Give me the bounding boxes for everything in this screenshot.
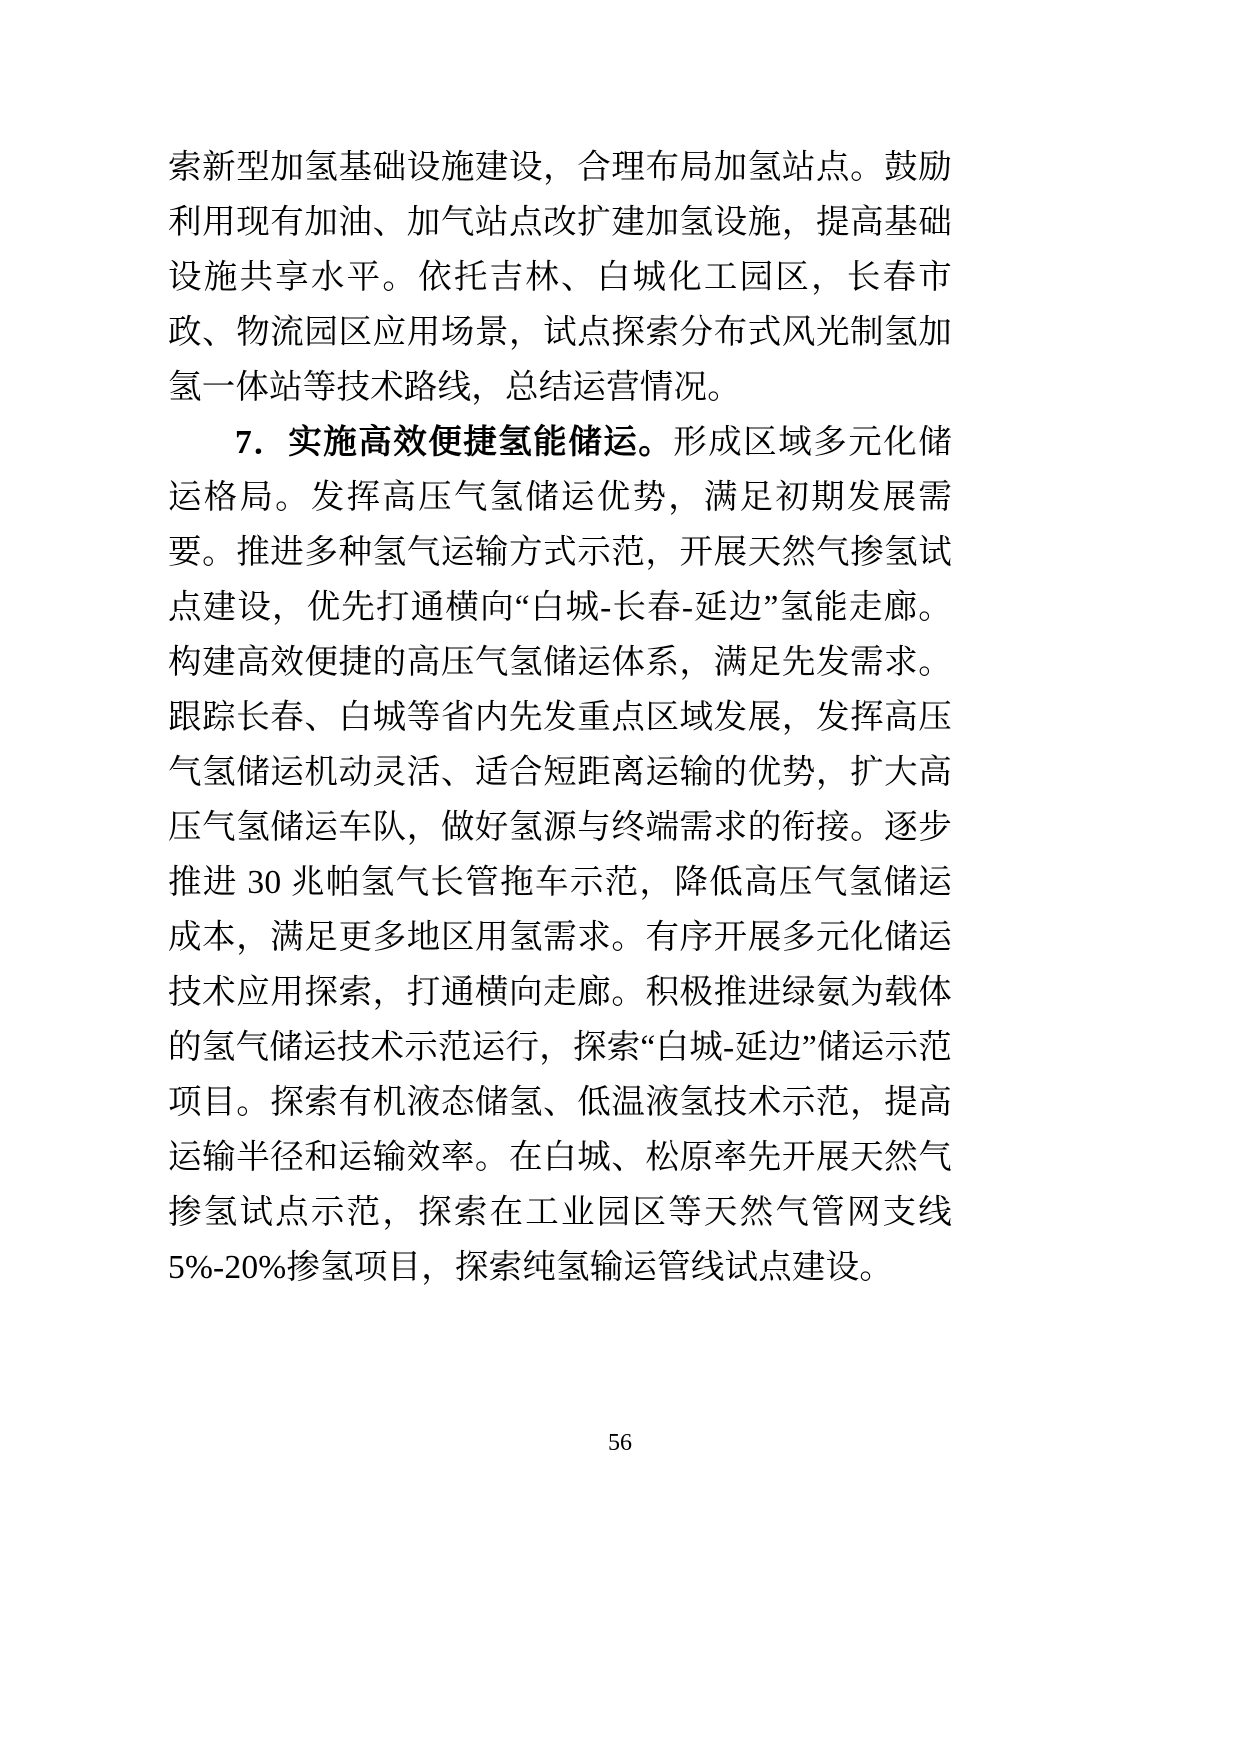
page-number: 56 [608, 1430, 632, 1456]
section-7-heading: 7．实施高效便捷氢能储运。 [235, 424, 674, 461]
section-7-body: 形成区域多元化储运格局。发挥高压气氢储运优势，满足初期发展需要。推进多种氢气运输方式示范，开展天然气掺氢试点建设，优先打通横向“白城-长春-延边”氢能走廊。构建高效便捷的高压气氢储运体系，满足先发需求。跟踪长春、白城等省内先发重点区域发展，发挥高压气氢储运机动灵活、适合短距离运输的优势，扩大高压气氢储运车队，做好氢源与终端需求的衔接。逐步推进 30 兆帕氢气长管拖车示范，降低高压气氢储运成本，满足更多地区用氢需求。有序开展多元化储运技术应用探索，打通横向走廊。积极推进绿氨为载体的氢气储运技术示范运行，探索“白城-延边”储运示范项目。探索有机液态储氢、低温液氢技术示范，提高运输半径和运输效率。在白城、松原率先开展天然气掺氢试点示范，探索在工业园区等天然气管网支线 5%-20%掺氢项目，探索纯氢输运管线试点建设。 [168, 424, 952, 1286]
paragraph-continued: 索新型加氢基础设施建设，合理布局加氢站点。鼓励利用现有加油、加气站点改扩建加氢设施，提高基础设施共享水平。依托吉林、白城化工园区，长春市政、物流园区应用场景，试点探索分布式风光制氢加氢一体站等技术路线，总结运营情况。 [168, 149, 952, 406]
section-7-paragraph [168, 415, 952, 1295]
page-content [168, 140, 952, 1295]
